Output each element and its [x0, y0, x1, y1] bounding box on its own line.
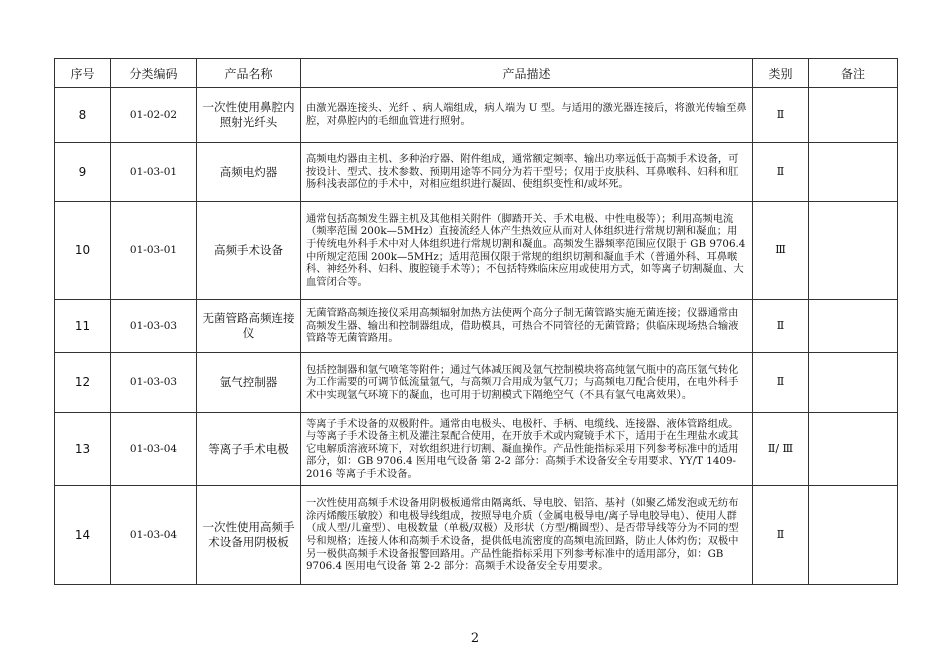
- product-catalog-table: [54, 58, 898, 585]
- row-category: Ⅲ: [753, 202, 809, 300]
- header-name: 产品名称: [197, 59, 301, 88]
- row-code: 01-03-03: [111, 353, 197, 413]
- header-desc: 产品描述: [301, 59, 753, 88]
- row-name: 一次性使用鼻腔内照射光纤头: [197, 88, 301, 143]
- row-seq: 14: [55, 486, 111, 585]
- header-category: 类别: [753, 59, 809, 88]
- row-name: 等离子手术电极: [197, 413, 301, 486]
- row-desc: 等离子手术设备的双极附件。通常由电极头、电极杆、手柄、电缆线、连接器、液体管路组成。与等离子手术设备主机及灌注泵配合使用，在开放手术或内窥镜手术下，适用于在生理盐水或其它电解质溶液环境下，对软组织进行切割、凝血操作。产品性能指标采用下列参考标准中的适用部分，如：GB 9706.4 医用电气设备 第 2-2 部分：高频手术设备安全专用要求、YY/T 1409-2016 等离子手术设备。: [301, 413, 753, 486]
- table-row: [55, 486, 898, 585]
- row-name: 一次性使用高频手术设备用阴极板: [197, 486, 301, 585]
- row-code: 01-03-01: [111, 143, 197, 202]
- table-row: [55, 143, 898, 202]
- row-category: Ⅱ: [753, 486, 809, 585]
- table-header-row: [55, 59, 898, 88]
- row-desc: 无菌管路高频连接仪采用高频辐射加热方法使两个高分子制无菌管路实施无菌连接；仪器通常由高频发生器、输出和控制器组成，借助模具，可热合不同管径的无菌管路；供临床现场热合输液管路等无菌管路用。: [301, 300, 753, 353]
- table-row: [55, 300, 898, 353]
- row-category: Ⅱ: [753, 300, 809, 353]
- row-category: Ⅱ: [753, 88, 809, 143]
- header-remark: 备注: [809, 59, 898, 88]
- table-row: [55, 413, 898, 486]
- row-seq: 8: [55, 88, 111, 143]
- page-number: 2: [470, 631, 480, 646]
- row-desc: 高频电灼器由主机、多种治疗器、附件组成，通常额定频率、输出功率远低于高频手术设备，可按设计、型式、技术参数、预期用途等不同分为若干型号；仅用于皮肤科、耳鼻喉科、妇科和肛肠科浅表部位的手术中，对相应组织进行凝固、使组织变性和/或坏死。: [301, 143, 753, 202]
- row-remark: [809, 88, 898, 143]
- row-seq: 11: [55, 300, 111, 353]
- row-seq: 12: [55, 353, 111, 413]
- row-category: Ⅱ/ Ⅲ: [753, 413, 809, 486]
- row-name: 高频手术设备: [197, 202, 301, 300]
- row-category: Ⅱ: [753, 353, 809, 413]
- row-remark: [809, 300, 898, 353]
- row-desc: 包括控制器和氩气喷笔等附件；通过气体减压阀及氩气控制模块将高纯氩气瓶中的高压氩气转化为工作需要的可调节低流量氩气，与高频刀合用成为氩气刀；与高频电刀配合使用，在电外科手术中实现氩气环境下的凝血，也可用于切割模式下隔绝空气（不具有氩气电离效果）。: [301, 353, 753, 413]
- row-desc: 一次性使用高频手术设备用阴极板通常由隔离纸、导电胶、铝箔、基衬（如聚乙烯发泡或无纺布涂丙烯酸压敏胶）和电极导线组成，按照导电介质（金属电极导电/离子导电胶导电）、使用人群（成人型/儿童型）、电极数量（单极/双极）及形状（方型/椭圆型）、是否带导线等分为不同的型号和规格；连接人体和高频手术设备，提供低电流密度的高频电流回路，防止人体灼伤；双极中另一极供高频手术设备报警回路用。产品性能指标采用下列参考标准中的适用部分，如：GB 9706.4 医用电气设备 第 2-2 部分：高频手术设备安全专用要求。: [301, 486, 753, 585]
- row-category: Ⅱ: [753, 143, 809, 202]
- row-remark: [809, 143, 898, 202]
- row-remark: [809, 202, 898, 300]
- table-row: [55, 353, 898, 413]
- header-seq: 序号: [55, 59, 111, 88]
- row-remark: [809, 353, 898, 413]
- row-name: 高频电灼器: [197, 143, 301, 202]
- row-seq: 10: [55, 202, 111, 300]
- row-name: 无菌管路高频连接仪: [197, 300, 301, 353]
- table-row: [55, 202, 898, 300]
- row-remark: [809, 413, 898, 486]
- row-code: 01-03-04: [111, 413, 197, 486]
- header-code: 分类编码: [111, 59, 197, 88]
- row-code: 01-03-01: [111, 202, 197, 300]
- row-code: 01-03-03: [111, 300, 197, 353]
- row-name: 氩气控制器: [197, 353, 301, 413]
- row-seq: 13: [55, 413, 111, 486]
- row-seq: 9: [55, 143, 111, 202]
- row-code: 01-02-02: [111, 88, 197, 143]
- row-remark: [809, 486, 898, 585]
- row-code: 01-03-04: [111, 486, 197, 585]
- row-desc: 由激光器连接头、光纤 、病人端组成，病人端为 U 型。与适用的激光器连接后，将激光传输至鼻腔，对鼻腔内的毛细血管进行照射。: [301, 88, 753, 143]
- row-desc: 通常包括高频发生器主机及其他相关附件（脚踏开关、手术电极、中性电极等）；利用高频电流（频率范围 200k—5MHz）直接流经人体产生热效应从而对人体组织进行常规切割和凝血；用于传统电外科手术中对人体组织进行常规切割和凝血。高频发生器频率范围应仅限于 GB 9706.4 中所规定范围 200k—5MHz；适用范围仅限于常规的组织切割和凝血手术（普通外科、耳鼻喉科、神经外科、妇科、腹腔镜手术等）；不包括特殊临床应用或使用方式，如等离子切割凝血、大血管闭合等。: [301, 202, 753, 300]
- table-row: [55, 88, 898, 143]
